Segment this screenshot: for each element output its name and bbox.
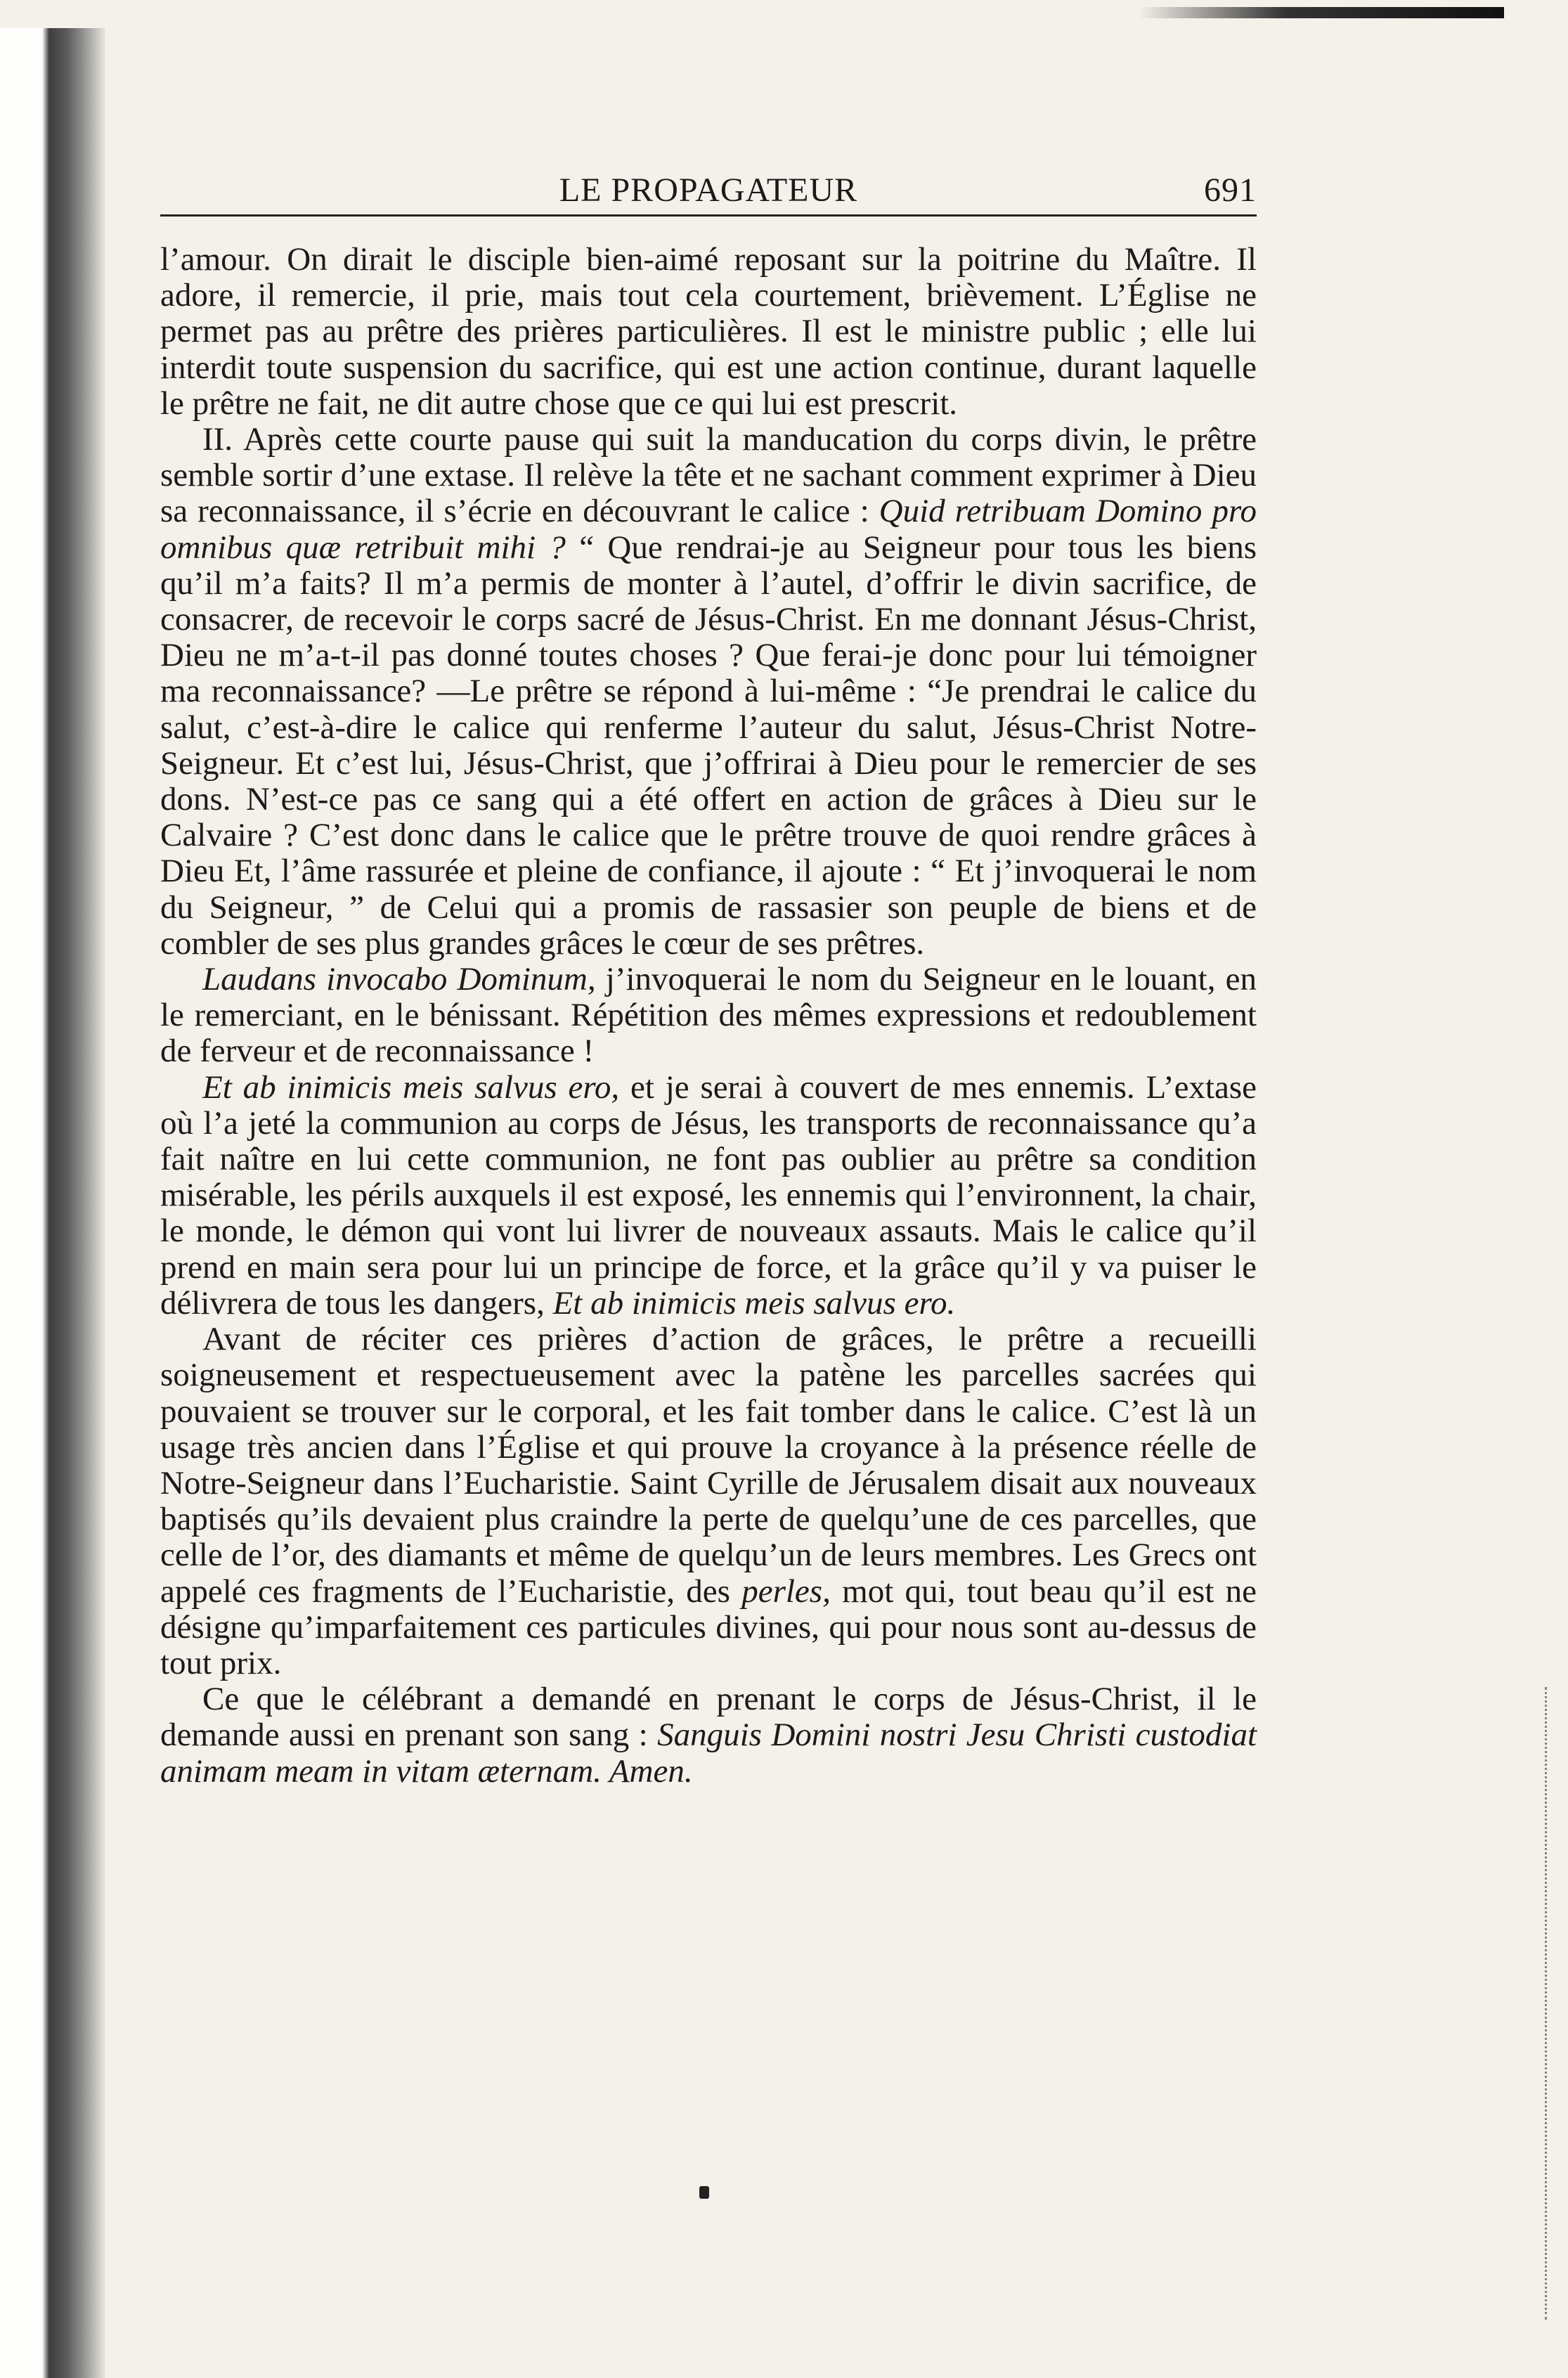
scan-artifact-right <box>1545 1687 1554 2320</box>
text-run: II. Après cette courte pause qui suit la manducation du corps divin, le prêtre semble sortir d’une extase. Il relève la tête et ne sachant comment exprimer à Dieu sa reconnaissance, il s’écrie en découvrant le calice : <box>160 421 1257 530</box>
scan-binding-edge <box>0 28 105 2378</box>
text-run: “ Que rendrai-je au Seigneur pour tous les biens qu’il m’a faits? Il m’a permis de monter à l’autel, d’offrir le divin sacrifice, de consacrer, de recevoir le corps sacré de Jésus-Christ. En me donnant Jésus-Christ, Dieu ne m’a-t-il pas donné toutes choses ? Que ferai-je donc pour lui témoigner ma reconnaissance? —Le prêtre se répond à lui-même : “Je prendrai le calice du salut, c’est-à-dire le calice qui renferme l’auteur du salut, Jésus-Christ Notre-Seigneur. Et c’est lui, Jésus-Christ, que j’offrirai à Dieu pour le remercier de ses dons. N’est-ce pas ce sang qui a été offert en action de grâces à Dieu sur le Calvaire ? C’est donc dans le calice que le prêtre trouve de quoi rendre grâces à Dieu Et, l’âme rassurée et pleine de confiance, il ajoute : “ Et j’invoquerai le nom du Seigneur, ” de Celui qui a promis de rassasier son peuple de biens et de combler de ses plus grandes grâces le cœur de ses prêtres. <box>160 529 1257 962</box>
paragraph <box>160 1681 1257 1790</box>
paragraph <box>160 1322 1257 1681</box>
italic-text: Et ab inimicis meis salvus ero. <box>552 1284 956 1322</box>
scan-artifact-top <box>1139 7 1504 18</box>
page-number: 691 <box>1204 172 1257 209</box>
paragraph <box>160 422 1257 962</box>
text-run: j’invoquerai le nom du Seigneur en le louant, en le remerciant, en le bénissant. Répétition des mêmes expressions et redoublement de ferveur et de reconnaissance ! <box>160 961 1257 1070</box>
text-run: Avant de réciter ces prières d’action de grâces, le prêtre a recueilli soigneusement et respectueusement avec la patène les parcelles sacrées qui pouvaient se trouver sur le corporal, et les fait tomber dans le calice. C’est là un usage très ancien dans l’Église et qui prouve la croyance à la présence réelle de Notre-Seigneur dans l’Eucharistie. Saint Cyrille de Jérusalem disait aux nouveaux baptisés qu’ils devaient plus craindre la perte de quelqu’une de ces parcelles, que celle de l’or, des diamants et même de quelqu’un de leurs membres. Les Grecs ont appelé ces fragments de l’Eucharistie, des <box>160 1321 1257 1610</box>
running-title: LE PROPAGATEUR <box>559 172 858 209</box>
text-run: Ce que le célébrant a demandé en prenant le corps de Jésus-Christ, il le demande aussi en prenant son sang : <box>160 1681 1257 1754</box>
text-run: mot qui, tout beau qu’il est ne désigne qu’imparfaitement ces particules divines, qui pour nous sont au-dessus de tout prix. <box>160 1572 1257 1681</box>
text-run: l’amour. On dirait le disciple bien-aimé reposant sur la poitrine du Maître. Il adore, il remercie, il prie, mais tout cela courtement, brièvement. L’Église ne permet pas au prêtre des prières particulières. Il est le ministre public ; elle lui interdit toute suspension du sacrifice, qui est une action continue, durant laquelle le prêtre ne fait, ne dit autre chose que ce qui lui est prescrit. <box>160 241 1257 422</box>
italic-text: Et ab inimicis meis salvus ero, <box>202 1068 620 1106</box>
italic-text: Laudans invocabo Dominum, <box>202 961 596 998</box>
page <box>160 158 1257 1790</box>
italic-text: Sanguis Domini nostri Jesu Christi custodiat animam meam in vitam æternam. Amen. <box>160 1717 1257 1790</box>
paragraph <box>160 962 1257 1070</box>
body-text <box>160 242 1257 1790</box>
running-header <box>160 158 1257 214</box>
italic-text: perles, <box>741 1572 831 1610</box>
header-rule <box>160 214 1257 217</box>
paragraph <box>160 242 1257 422</box>
text-run: et je serai à couvert de mes ennemis. L’extase où l’a jeté la communion au corps de Jésus, les transports de reconnaissance qu’a fait naître en lui cette communion, ne font pas oublier au prêtre sa condition misérable, les périls auxquels il est exposé, les ennemis qui l’environnent, la chair, le monde, le démon qui vont lui livrer de nouveaux assauts. Mais le calice qu’il prend en main sera pour lui un principe de force, et la grâce qu’il y va puiser le délivrera de tous les dangers, <box>160 1068 1257 1322</box>
scan-artifact-dot <box>699 2186 709 2199</box>
italic-text: Quid retribuam Domino pro omnibus quæ retribuit mihi ? <box>160 493 1257 566</box>
paragraph <box>160 1070 1257 1322</box>
